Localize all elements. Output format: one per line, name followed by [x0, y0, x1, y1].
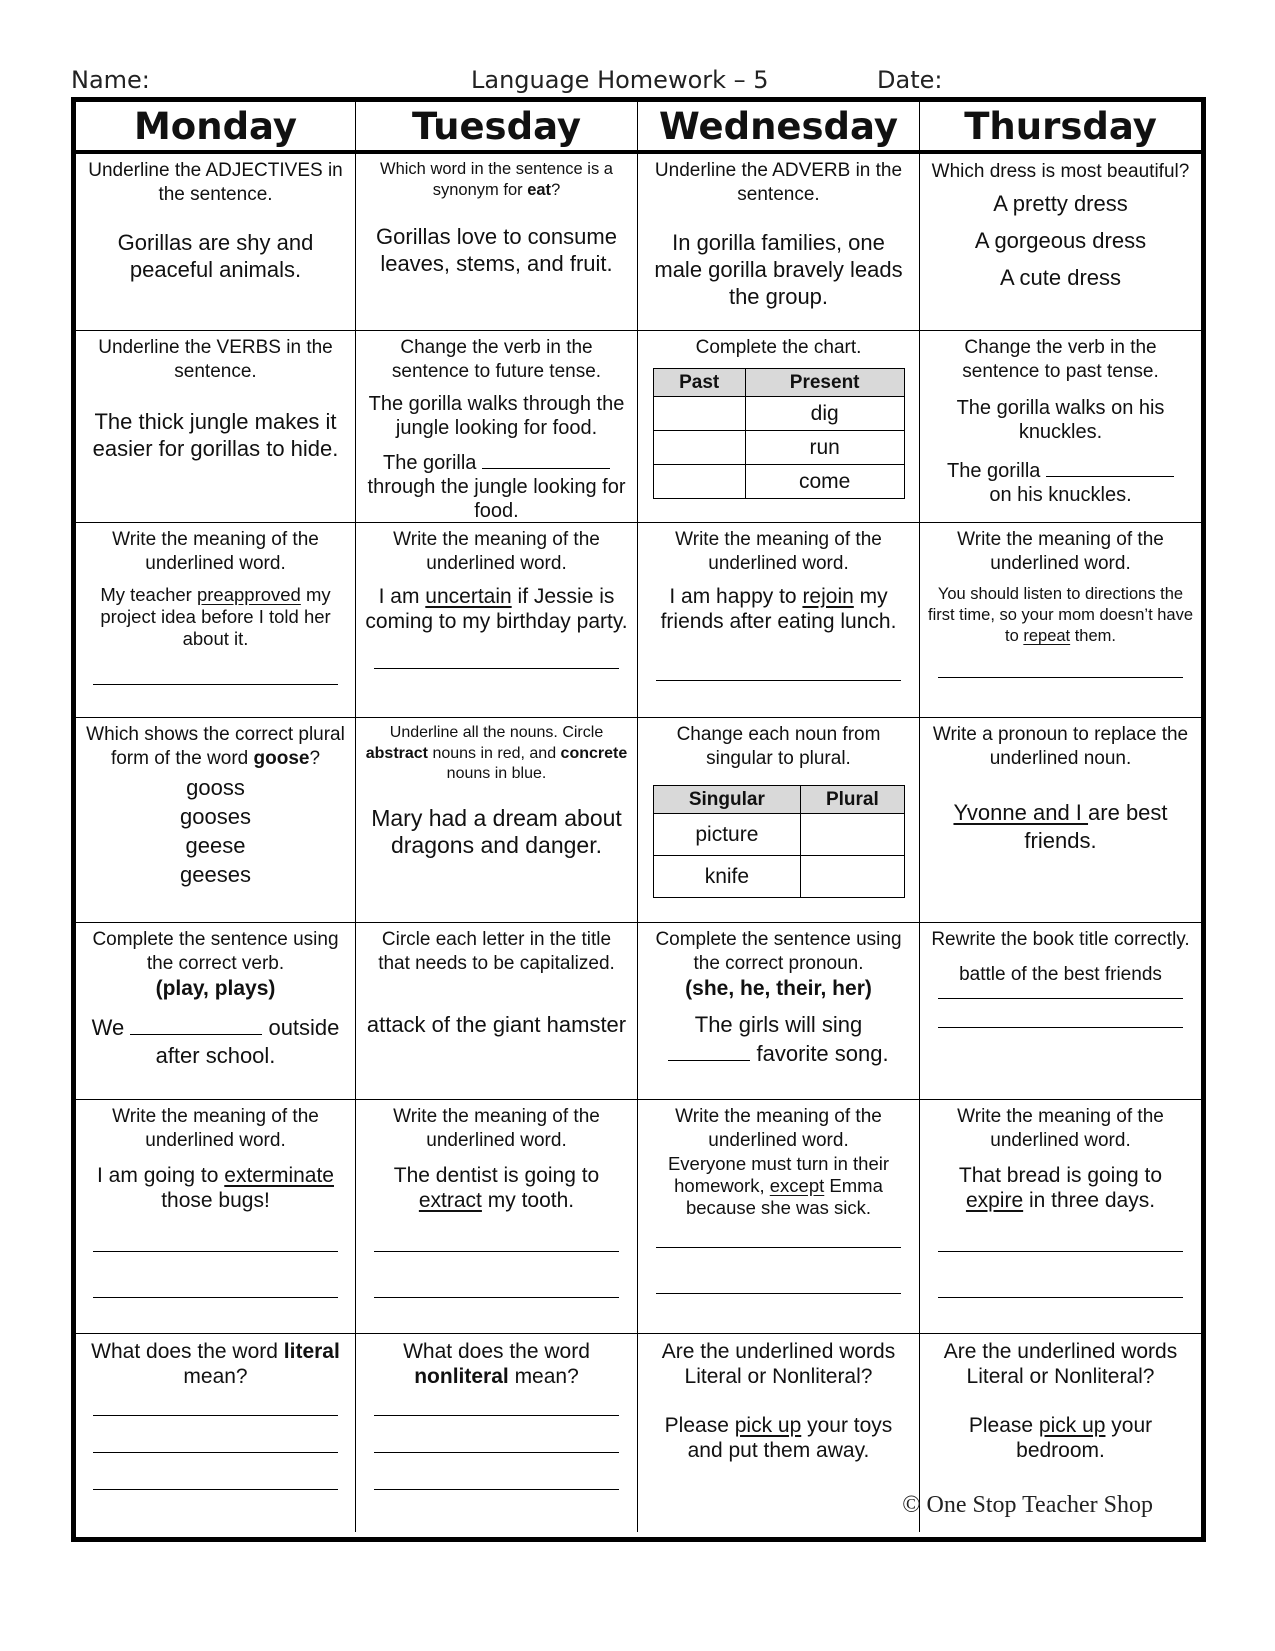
cell-r1-thursday [920, 154, 1201, 331]
instruction: Which word in the sentence is a synonym for eat? [380, 160, 613, 199]
instruction: Underline the VERBS in the sentence. [98, 337, 333, 382]
sentence: The thick jungle makes it easier for gorillas to hide. [92, 409, 339, 461]
cell-r1-monday [76, 154, 356, 331]
answer-line[interactable] [938, 1251, 1183, 1252]
copyright-footer: © One Stop Teacher Shop [902, 1492, 1153, 1518]
day-header-monday: Monday [76, 102, 356, 154]
cell-r3-wednesday [638, 523, 920, 718]
sentence: Gorillas are shy and peaceful animals. [117, 230, 314, 282]
instruction: Write a pronoun to replace the underlined noun. [932, 724, 1189, 769]
book-title: attack of the giant hamster [366, 1012, 627, 1037]
instruction: Which shows the correct plural form of the word goose? [86, 724, 345, 769]
cell-r7-tuesday [356, 1334, 638, 1532]
cell-r5-monday [76, 923, 356, 1100]
answer-line[interactable] [93, 1251, 338, 1252]
instruction: Complete the chart. [695, 337, 862, 358]
cell-r7-wednesday [638, 1334, 920, 1532]
worksheet-title: Language Homework – 5 [471, 66, 769, 94]
answer-line[interactable] [374, 1297, 619, 1298]
chart-value: come [745, 465, 904, 499]
chart-value: knife [653, 856, 801, 898]
instruction: Write the meaning of the underlined word. [957, 1106, 1164, 1151]
word-choices: (she, he, their, her) [685, 977, 872, 1000]
cell-r2-wednesday [638, 331, 920, 523]
instruction: Write the meaning of the underlined word. [675, 1106, 882, 1151]
instruction: Write the meaning of the underlined word. [675, 529, 882, 574]
cell-r4-wednesday [638, 718, 920, 923]
sentence: Please pick up your bedroom. [968, 1414, 1153, 1462]
answer-option[interactable]: gooses [180, 804, 251, 829]
sentence: The gorilla walks through the jungle looking for food. [368, 393, 625, 439]
cell-r5-thursday [920, 923, 1201, 1100]
answer-line[interactable] [374, 1415, 619, 1416]
answer-line[interactable] [374, 1251, 619, 1252]
instruction: Change the verb in the sentence to past tense. [962, 337, 1159, 382]
answer-line[interactable] [656, 1293, 901, 1294]
sentence: Yvonne and I are best friends. [953, 800, 1168, 853]
answer-blank[interactable] [482, 450, 610, 469]
instruction: Write the meaning of the underlined word. [957, 529, 1164, 574]
chart-value: dig [745, 397, 904, 431]
sentence: That bread is going to expire in three days. [958, 1164, 1163, 1212]
answer-sentence: The gorilla on his knuckles. [928, 458, 1193, 507]
column-header-present: Present [745, 369, 904, 397]
name-label: Name: [71, 66, 150, 94]
instruction: Which dress is most beautiful? [931, 161, 1190, 182]
cell-r2-thursday [920, 331, 1201, 523]
cell-r2-tuesday [356, 331, 638, 523]
column-header-singular: Singular [653, 786, 801, 814]
answer-line[interactable] [938, 998, 1183, 999]
sentence: The girls will sing favorite song. [646, 1010, 911, 1068]
cell-r3-thursday [920, 523, 1201, 718]
question: What does the word literal mean? [91, 1340, 340, 1388]
instruction: Circle each letter in the title that needs to be capitalized. [378, 929, 615, 974]
question: Are the underlined words Literal or Nonliteral? [943, 1340, 1178, 1388]
book-title: battle of the best friends [959, 964, 1162, 985]
instruction: Write the meaning of the underlined word. [112, 1106, 319, 1151]
answer-cell[interactable] [653, 465, 745, 499]
answer-line[interactable] [374, 1489, 619, 1490]
answer-option[interactable]: A pretty dress [993, 191, 1128, 216]
answer-sentence: The gorilla through the jungle looking for food. [367, 452, 626, 522]
column-header-past: Past [653, 369, 745, 397]
sentence: Mary had a dream about dragons and danger. [371, 804, 622, 858]
instruction: Complete the sentence using the correct pronoun. [655, 929, 902, 974]
cell-r7-monday [76, 1334, 356, 1532]
answer-option[interactable]: A gorgeous dress [974, 228, 1147, 253]
sentence: You should listen to directions the first time, so your mom doesn’t have to repeat them. [928, 585, 1194, 645]
instruction: Underline the ADJECTIVES in the sentence. [88, 160, 343, 205]
day-header-thursday: Thursday [920, 102, 1201, 154]
cell-r2-monday [76, 331, 356, 523]
cell-r5-wednesday [638, 923, 920, 1100]
answer-cell[interactable] [801, 856, 904, 898]
answer-option[interactable]: A cute dress [999, 265, 1122, 290]
sentence: We outside after school. [91, 1015, 340, 1068]
answer-blank[interactable] [130, 1016, 262, 1035]
sentence: Gorillas love to consume leaves, stems, and fruit. [376, 224, 617, 276]
answer-line[interactable] [938, 677, 1183, 678]
answer-blank[interactable] [1046, 458, 1174, 477]
answer-option[interactable]: geeses [180, 862, 251, 887]
chart-value: run [745, 431, 904, 465]
sentence: My teacher preapproved my project idea before I told her about it. [100, 584, 331, 649]
instruction: Change each noun from singular to plural. [676, 724, 881, 769]
instruction: Change the verb in the sentence to future tense. [391, 337, 602, 382]
sentence: Everyone must turn in their homework, except Emma because she was sick. [667, 1153, 890, 1218]
question: What does the word nonliteral mean? [403, 1340, 590, 1388]
answer-line[interactable] [938, 1027, 1183, 1028]
instruction: Underline all the nouns. Circle abstract nouns in red, and concrete nouns in blue. [365, 724, 628, 782]
homework-grid [71, 97, 1206, 1542]
cell-r6-tuesday [356, 1100, 638, 1334]
date-label: Date: [877, 66, 943, 94]
answer-line[interactable] [656, 680, 901, 681]
day-header-tuesday: Tuesday [356, 102, 638, 154]
instruction: Write the meaning of the underlined word. [393, 1106, 600, 1151]
cell-r5-tuesday [356, 923, 638, 1100]
answer-cell[interactable] [801, 814, 904, 856]
instruction: Underline the ADVERB in the sentence. [654, 160, 903, 205]
answer-line[interactable] [374, 668, 619, 669]
instruction: Rewrite the book title correctly. [931, 929, 1190, 950]
sentence: I am going to exterminate those bugs! [97, 1164, 334, 1212]
instruction: Complete the sentence using the correct verb. [92, 929, 339, 974]
sentence: I am uncertain if Jessie is coming to my birthday party. [365, 585, 628, 633]
cell-r3-tuesday [356, 523, 638, 718]
answer-line[interactable] [656, 1247, 901, 1248]
answer-line[interactable] [93, 1297, 338, 1298]
sentence: Please pick up your toys and put them away. [664, 1414, 893, 1462]
column-header-plural: Plural [801, 786, 904, 814]
tense-chart [653, 368, 905, 499]
answer-option[interactable]: gooss [186, 775, 245, 800]
answer-option[interactable]: geese [185, 833, 246, 858]
cell-r6-monday [76, 1100, 356, 1334]
answer-line[interactable] [93, 1415, 338, 1416]
instruction: Write the meaning of the underlined word. [393, 529, 600, 574]
answer-blank[interactable] [668, 1042, 750, 1061]
question: Are the underlined words Literal or Nonliteral? [661, 1340, 896, 1388]
cell-r6-thursday [920, 1100, 1201, 1334]
sentence: The dentist is going to extract my tooth. [393, 1164, 600, 1212]
sentence: The gorilla walks on his knuckles. [956, 397, 1165, 443]
cell-r3-monday [76, 523, 356, 718]
cell-r1-tuesday [356, 154, 638, 331]
cell-r1-wednesday [638, 154, 920, 331]
answer-line[interactable] [93, 1452, 338, 1453]
answer-line[interactable] [374, 1452, 619, 1453]
answer-cell[interactable] [653, 397, 745, 431]
word-choices: (play, plays) [155, 977, 276, 1000]
answer-line[interactable] [93, 1489, 338, 1490]
cell-r4-thursday [920, 718, 1201, 923]
chart-value: picture [653, 814, 801, 856]
answer-line[interactable] [93, 684, 338, 685]
sentence: I am happy to rejoin my friends after eating lunch. [660, 585, 897, 633]
answer-cell[interactable] [653, 431, 745, 465]
day-header-wednesday: Wednesday [638, 102, 920, 154]
plural-chart [653, 785, 905, 898]
cell-r4-tuesday [356, 718, 638, 923]
cell-r4-monday [76, 718, 356, 923]
cell-r6-wednesday [638, 1100, 920, 1334]
instruction: Write the meaning of the underlined word. [112, 529, 319, 574]
sentence: In gorilla families, one male gorilla bravely leads the group. [654, 230, 903, 309]
answer-line[interactable] [938, 1297, 1183, 1298]
